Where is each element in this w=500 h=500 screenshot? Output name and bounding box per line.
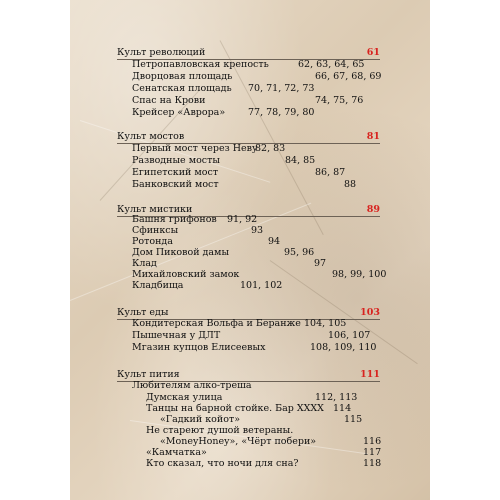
entry-label: «Камчатка» — [146, 447, 207, 458]
entry-pages: 106, 107 — [328, 330, 371, 341]
entry-label: Сфинксы — [132, 225, 179, 236]
entry-label: Дворцовая площадь — [132, 71, 233, 82]
entry-label: Пышечная у ДЛТ — [132, 330, 221, 341]
entry-pages: 117 — [363, 447, 382, 458]
entry-pages: 84, 85 — [285, 155, 316, 166]
entry-label: Крейсер «Аврора» — [132, 107, 226, 118]
entry-pages: 66, 67, 68, 69 — [315, 71, 382, 82]
entry-pages: 86, 87 — [315, 167, 346, 178]
entry-pages: 98, 99, 100 — [332, 269, 387, 280]
entry-label: Любителям алко-треша — [132, 380, 252, 391]
toc-entry[interactable] — [70, 280, 430, 293]
entry-pages: 108, 109, 110 — [310, 342, 377, 353]
entry-label: Петропавловская крепость — [132, 59, 269, 70]
entry-label: Первый мост через Неву — [132, 143, 258, 154]
entry-label: Разводные мосты — [132, 155, 220, 166]
entry-pages: 97 — [314, 258, 327, 269]
entry-pages: 104, 105 — [304, 318, 347, 329]
entry-label: Спас на Крови — [132, 95, 206, 106]
section-title: Культ мистики — [117, 204, 193, 215]
toc-entry[interactable] — [70, 342, 430, 355]
entry-label: Ротонда — [132, 236, 173, 247]
entry-label: Сенатская площадь — [132, 83, 232, 94]
entry-label: Банковский мост — [132, 179, 219, 190]
entry-label: Кондитерская Вольфа и Беранже — [132, 318, 301, 329]
entry-label: Дом Пиковой дамы — [132, 247, 230, 258]
section-title: Культ мостов — [117, 131, 185, 142]
entry-pages: 82, 83 — [255, 143, 286, 154]
toc-entry[interactable] — [70, 179, 430, 192]
toc-entry[interactable] — [70, 458, 430, 471]
entry-pages: 95, 96 — [284, 247, 315, 258]
entry-pages: 112, 113 — [315, 392, 358, 403]
entry-pages: 77, 78, 79, 80 — [248, 107, 315, 118]
entry-label: Клад — [132, 258, 157, 269]
entry-label: Думская улица — [146, 392, 223, 403]
section-page-number: 89 — [366, 204, 380, 215]
book-page — [70, 0, 430, 500]
entry-pages: 88 — [344, 179, 357, 190]
entry-label: Кто сказал, что ночи для сна? — [146, 458, 299, 469]
entry-pages: 115 — [344, 414, 363, 425]
section-page-number: 103 — [360, 307, 380, 318]
entry-pages: 94 — [268, 236, 281, 247]
entry-pages: 116 — [363, 436, 382, 447]
entry-pages: 118 — [363, 458, 382, 469]
toc-entry[interactable] — [70, 107, 430, 120]
entry-pages: 74, 75, 76 — [315, 95, 364, 106]
entry-label: Танцы на барной стойке. Бар ХХХХ — [146, 403, 324, 414]
entry-label: «MoneyHoney», «Чёрт побери» — [160, 436, 317, 447]
entry-pages: 70, 71, 72, 73 — [248, 83, 315, 94]
entry-pages: 62, 63, 64, 65 — [298, 59, 365, 70]
entry-pages: 91, 92 — [227, 214, 258, 225]
section-title: Культ пития — [117, 369, 180, 380]
entry-label: Михайловский замок — [132, 269, 240, 280]
entry-label: «Гадкий койот» — [160, 414, 241, 425]
entry-label: Не стареют душой ветераны. — [146, 425, 294, 436]
section-page-number: 111 — [360, 369, 380, 380]
section-page-number: 81 — [366, 131, 380, 142]
section-page-number: 61 — [366, 47, 380, 58]
entry-pages: 114 — [333, 403, 352, 414]
entry-pages: 93 — [251, 225, 264, 236]
entry-label: Кладбища — [132, 280, 184, 291]
section-title: Культ революций — [117, 47, 206, 58]
entry-pages: 101, 102 — [240, 280, 283, 291]
entry-label: Мгазин купцов Елисеевых — [132, 342, 266, 353]
entry-label: Египетский мост — [132, 167, 219, 178]
section-title: Культ еды — [117, 307, 169, 318]
entry-label: Башня грифонов — [132, 214, 217, 225]
